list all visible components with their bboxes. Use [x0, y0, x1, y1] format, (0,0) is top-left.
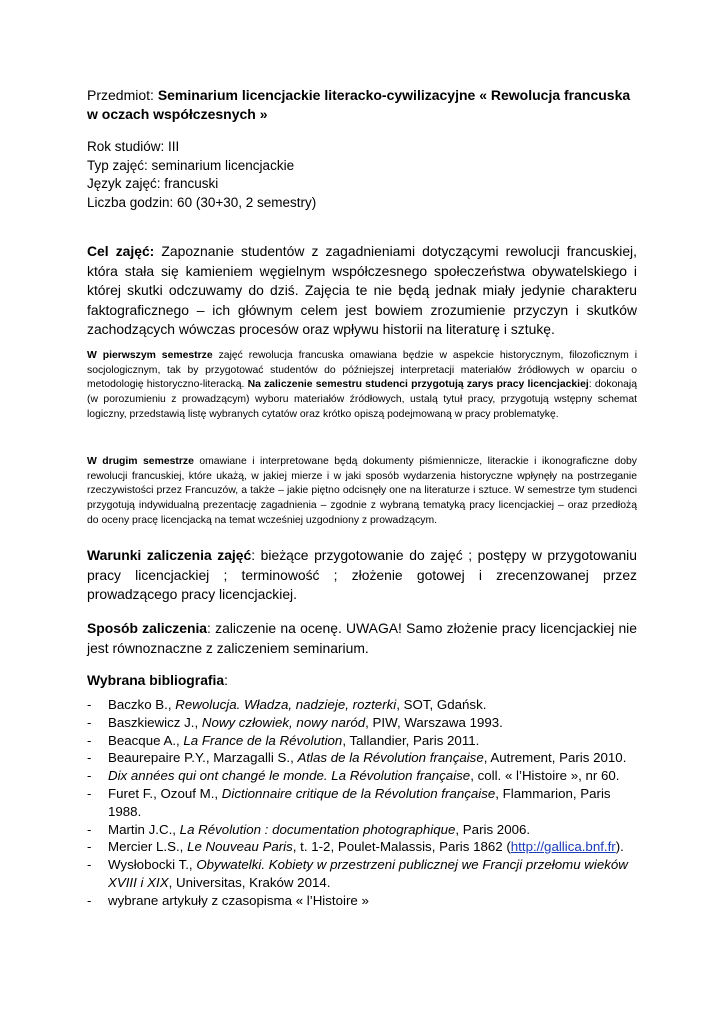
bibliography-list [87, 696, 637, 910]
title-prefix: Przedmiot: [87, 87, 158, 103]
bibliography-item [87, 767, 637, 785]
pass-conditions [87, 546, 637, 605]
bibliography-details: , coll. « l’Histoire », nr 60. [470, 768, 620, 784]
gallica-link[interactable]: http://gallica.bnf.fr [510, 839, 616, 855]
bibliography-details: , Tallandier, Paris 2011. [342, 732, 480, 748]
list-dash: - [87, 821, 92, 837]
course-title [87, 86, 637, 123]
list-dash: - [87, 768, 92, 784]
bibliography-title: La Révolution : documentation photographique [179, 821, 456, 837]
bibliography-item [87, 749, 637, 767]
bibliography-title: Rewolucja. Władza, nadzieje, rozterki [175, 697, 397, 712]
bibliography-details: , Autrement, Paris 2010. [483, 750, 627, 766]
bibliography-item [87, 856, 637, 892]
bibliography-author: Furet F., Ozouf M., [108, 785, 222, 801]
list-dash: - [87, 732, 92, 748]
bibliography-item [87, 821, 637, 839]
bibliography-author: Baszkiewicz J., [108, 714, 202, 730]
bibliography-item [87, 785, 637, 821]
conditions-text: : bieżące przygotowanie do zajęć ; postępy w przygotowaniu pracy licencjackiej ; terminowość ; złożenie gotowej i zrecenzowanej przez prowadzącego pracy licencjackiej. [87, 547, 637, 603]
bibliography-title: Obywatelki. Kobiety w przestrzeni publicznej we Francji przełomu wieków XVIII i XIX [108, 857, 628, 890]
bibliography-item [87, 732, 637, 750]
bibliography-title: La France de la Révolution [183, 732, 343, 748]
info-language: Język zajęć: francuski [87, 176, 219, 191]
bibliography-author: Baczko B., [108, 697, 176, 712]
grading-label: Sposób zaliczenia [87, 620, 208, 636]
bibliography-author: Martin J.C., [108, 821, 180, 837]
course-info [87, 138, 637, 212]
semester-one [87, 349, 637, 423]
bibliography-title: Dictionnaire critique de la Révolution française [221, 785, 496, 801]
list-dash: - [87, 892, 92, 908]
semester-one-requirement-text: : dokonają (w porozumieniu z prowadzącym) wyboru materiałów źródłowych, ustalą tytuł pracy, przygotują wstępny schemat logiczny, przedstawią listę wybranych cytatów oraz krótko opiszą podejmowaną w pracy problematykę. [87, 379, 638, 420]
bibliography-details: , PIW, Warszawa 1993. [365, 714, 503, 730]
course-goal [87, 242, 637, 340]
grading-text: : zaliczenie na ocenę. UWAGA! Samo złożenie pracy licencjackiej nie jest równoznaczne z zaliczeniem seminarium. [87, 620, 637, 656]
list-dash: - [87, 785, 92, 801]
bibliography-title: Dix années qui ont changé le monde. La Révolution française [108, 768, 471, 784]
semester-one-text: zajęć rewolucja francuska omawiana będzie w aspekcie historycznym, filozoficznym i socjologicznym, tak by przygotować studentów do późniejszej interpretacji materiałów źródłowych w oparciu o metodologię historyczno-literacką. [87, 350, 638, 391]
goal-text: Zapoznanie studentów z zagadnieniami dotyczącymi rewolucji francuskiej, która stała się kamieniem węgielnym współczesnego społeczeństwa obywatelskiego i której skutki odczuwamy do dziś. Zajęcia te nie będą jednak miały jedynie charakteru faktograficznego – ich głównym celem jest bowiem zrozumienie przyczyn i skutków zachodzących wówczas procesów oraz wpływu historii na literaturę i sztukę. [87, 243, 637, 338]
bibliography-author: Beacque A., [108, 732, 184, 748]
info-hours: Liczba godzin: 60 (30+30, 2 semestry) [87, 194, 317, 210]
list-dash: - [87, 714, 92, 730]
semester-two-label: W drugim semestrze [87, 456, 194, 467]
grading-method [87, 619, 637, 658]
bibliography-details: , SOT, Gdańsk. [396, 697, 487, 712]
bibliography-item [87, 892, 637, 910]
bibliography-heading [87, 671, 637, 690]
bibliography-details: , Paris 2006. [455, 821, 531, 837]
bibliography-title: Nowy człowiek, nowy naród [201, 714, 366, 730]
list-dash: - [87, 839, 92, 855]
course-subject: Seminarium licencjackie literacko-cywilizacyjne « Rewolucja francuska w oczach współczesnych » [87, 87, 631, 122]
info-type: Typ zajęć: seminarium licencjackie [87, 157, 295, 173]
list-dash: - [87, 697, 92, 712]
goal-label: Cel zajęć: [87, 243, 155, 259]
semester-one-label: W pierwszym semestrze [87, 350, 213, 361]
bibliography-title: Le Nouveau Paris [187, 839, 293, 855]
bibliography-label: Wybrana bibliografia [87, 672, 225, 688]
bibliography-details-end: ). [615, 839, 624, 855]
list-dash: - [87, 857, 92, 873]
bibliography-colon: : [224, 672, 228, 688]
bibliography-title: Atlas de la Révolution française [297, 750, 484, 766]
semester-two [87, 455, 637, 529]
semester-two-text: omawiane i interpretowane będą dokumenty piśmiennicze, literackie i ikonograficzne doby rewolucji francuskiej, które ukażą, w jakiej mierze i w jaki sposób wydarzenia historyczne wpłynęły na postrzeganie rzeczywistości przez Francuzów, a także – jakie piętno odcisnęły one na literaturze i sztuce. W semestrze tym studenci przygotują indywidualną prezentację zagadnienia – zgodnie z wybraną tematyką pracy licencjackiej – oraz przedłożą do oceny pracę licencjacką na temat wcześniej uzgodniony z prowadzącym. [87, 456, 637, 526]
list-dash: - [87, 750, 92, 766]
bibliography-author: Mercier L.S., [108, 839, 188, 855]
bibliography-item [87, 838, 637, 856]
semester-one-requirement: Na zaliczenie semestru studenci przygotują zarys pracy licencjackiej [247, 379, 589, 391]
bibliography-author: Wysłobocki T., [108, 857, 197, 873]
conditions-label: Warunki zaliczenia zajęć [87, 547, 252, 563]
bibliography-author: wybrane artykuły z czasopisma « l’Histoire » [108, 892, 369, 908]
bibliography-details: , Universitas, Kraków 2014. [168, 874, 331, 890]
bibliography-details: , Flammarion, Paris 1988. [108, 785, 611, 819]
bibliography-item [87, 696, 637, 714]
bibliography-details: , t. 1-2, Poulet-Malassis, Paris 1862 ( [292, 839, 511, 855]
info-year: Rok studiów: III [87, 139, 180, 154]
bibliography-author: Beaurepaire P.Y., Marzagalli S., [108, 750, 298, 766]
bibliography-item [87, 714, 637, 732]
